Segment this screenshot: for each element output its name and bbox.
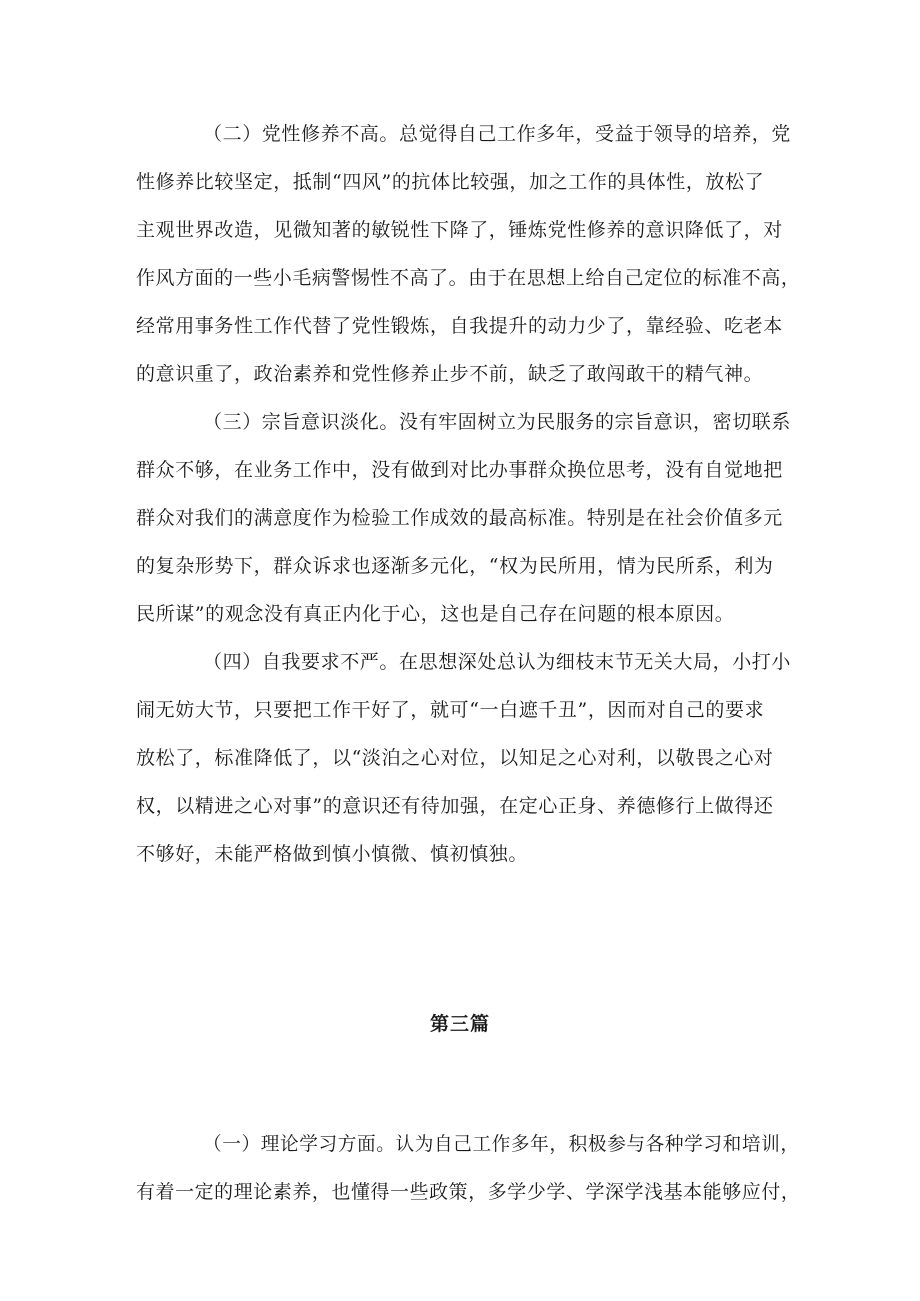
paragraph-2-line-5: 经常用事务性工作代替了党性锻炼，自我提升的动力少了，靠经验、吃老本	[136, 315, 783, 337]
paragraph-3-line-1: （三）宗旨意识淡化。没有牢固树立为民服务的宗旨意识，密切联系	[203, 411, 792, 433]
paragraph-3-line-2: 群众不够，在业务工作中，没有做到对比办事群众换位思考，没有自觉地把	[136, 459, 783, 481]
paragraph-2-line-6: 的意识重了，政治素养和党性修养止步不前，缺乏了敢闯敢干的精气神。	[136, 363, 764, 385]
paragraph-2-line-1: （二）党性修养不高。总觉得自己工作多年，受益于领导的培养，党	[203, 123, 792, 145]
paragraph-4-line-5: 不够好，未能严格做到慎小慎微、慎初慎独。	[136, 843, 529, 865]
paragraph-3-line-5: 民所谋”的观念没有真正内化于心，这也是自己存在问题的根本原因。	[136, 603, 735, 625]
paragraph-4-line-4: 权，以精进之心对事”的意识还有待加强，在定心正身、养德修行上做得还	[136, 795, 774, 817]
paragraph-4-line-2: 闹无妨大节，只要把工作干好了，就可“一白遮千丑”，因而对自己的要求	[136, 699, 765, 721]
paragraph-4-line-1: （四）自我要求不严。在思想深处总认为细枝末节无关大局，小打小	[203, 651, 792, 673]
paragraph-2-line-4: 作风方面的一些小毛病警惕性不高了。由于在思想上给自己定位的标准不高，	[136, 267, 801, 289]
paragraph-2-line-2: 性修养比较坚定，抵制“四风”的抗体比较强，加之工作的具体性，放松了	[136, 171, 765, 193]
paragraph-3-line-3: 群众对我们的满意度作为检验工作成效的最高标准。特别是在社会价值多元	[136, 507, 783, 529]
section-title: 第三篇	[429, 1013, 490, 1035]
paragraph-2-line-3: 主观世界改造，见微知著的敏锐性下降了，锤炼党性修养的意识降低了，对	[136, 219, 783, 241]
paragraph-4-line-3: 放松了，标准降低了，以“淡泊之心对位，以知足之心对利，以敬畏之心对	[136, 747, 774, 769]
paragraph-3-line-4: 的复杂形势下，群众诉求也逐渐多元化，“权为民所用，情为民所系，利为	[136, 555, 774, 577]
paragraph-5-line-2: 有着一定的理论素养，也懂得一些政策，多学少学、学深学浅基本能够应付，	[136, 1181, 801, 1203]
paragraph-5-line-1: （一）理论学习方面。认为自己工作多年，积极参与各种学习和培训，	[203, 1133, 800, 1155]
